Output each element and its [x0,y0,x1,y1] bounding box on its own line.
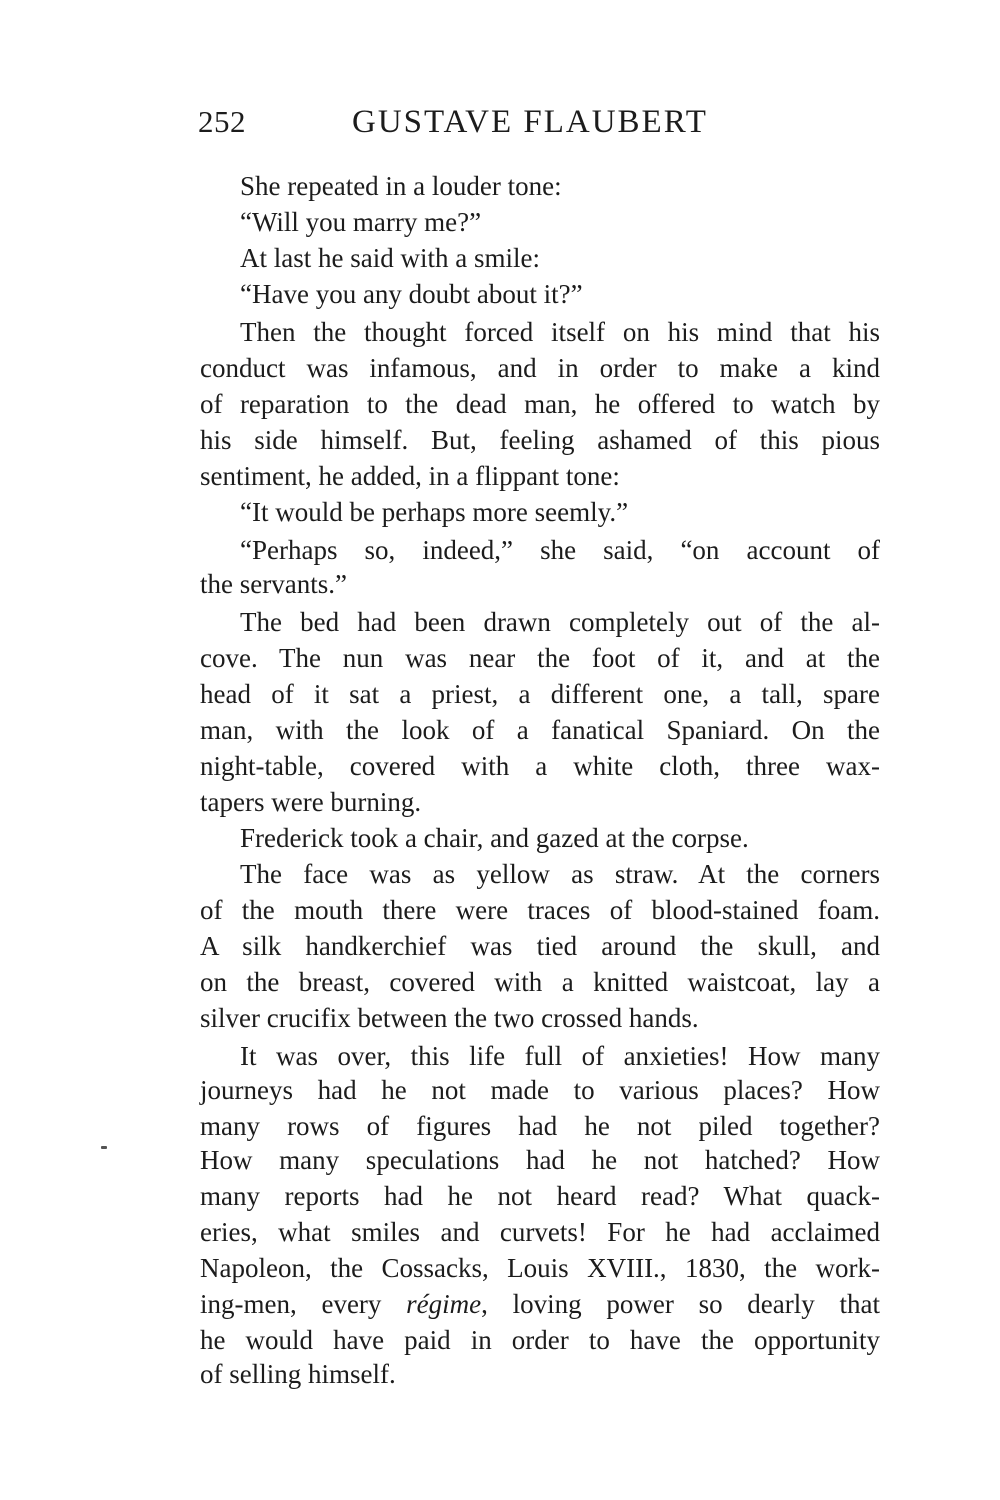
text-line: The face was as yellow as straw. At the corners [240,859,880,889]
text-line: tapers were burning. [200,787,422,817]
text-line: The bed had been drawn completely out of the al- [240,607,880,637]
line-text-after: , loving power so dearly that [481,1289,880,1319]
text-line: of the mouth there were traces of blood-stained foam. [200,895,880,925]
text-line: At last he said with a smile: [240,243,540,273]
text-line [200,1286,880,1322]
stray-ink-mark [101,1146,107,1149]
text-line: conduct was infamous, and in order to make a kind [200,353,880,383]
text-line: “Have you any doubt about it?” [240,279,583,309]
text-line: he would have paid in order to have the opportunity [200,1325,880,1355]
text-line: “Perhaps so, indeed,” she said, “on account of [240,535,880,565]
text-line: head of it sat a priest, a different one, a tall, spare [200,679,880,709]
text-line: cove. The nun was near the foot of it, and at the [200,643,880,673]
line-text-before: ing-men, every [200,1289,407,1319]
page-header [198,100,743,144]
text-line: sentiment, he added, in a flippant tone: [200,461,620,491]
text-line: of reparation to the dead man, he offered to watch by [200,389,880,419]
text-line: the servants.” [200,569,347,599]
running-head: GUSTAVE FLAUBERT [352,104,708,140]
italic-word: régime [406,1289,482,1319]
text-line: eries, what smiles and curvets! For he had acclaimed [200,1217,880,1247]
text-line: “Will you marry me?” [240,207,482,237]
text-line: A silk handkerchief was tied around the skull, and [200,931,880,961]
text-line: of selling himself. [200,1359,396,1389]
text-line: many reports had he not heard read? What quack- [200,1181,880,1211]
text-line: silver crucifix between the two crossed hands. [200,1003,699,1033]
text-line: “It would be perhaps more seemly.” [240,497,629,527]
text-line: How many speculations had he not hatched? How [200,1145,880,1175]
text-line: journeys had he not made to various places? How [200,1075,880,1105]
text-line: She repeated in a louder tone: [240,171,562,201]
text-line: Then the thought forced itself on his mind that his [240,317,880,347]
text-line: many rows of figures had he not piled together? [200,1111,880,1141]
text-line: Napoleon, the Cossacks, Louis XVIII., 1830, the work- [200,1253,880,1283]
text-line: on the breast, covered with a knitted waistcoat, lay a [200,967,880,997]
text-line: his side himself. But, feeling ashamed of this pious [200,425,880,455]
text-line: man, with the look of a fanatical Spaniard. On the [200,715,880,745]
page-number: 252 [198,104,246,139]
text-line: It was over, this life full of anxieties! How many [240,1041,880,1071]
text-line: Frederick took a chair, and gazed at the corpse. [240,823,749,853]
text-line: night-table, covered with a white cloth, three wax- [200,751,880,781]
